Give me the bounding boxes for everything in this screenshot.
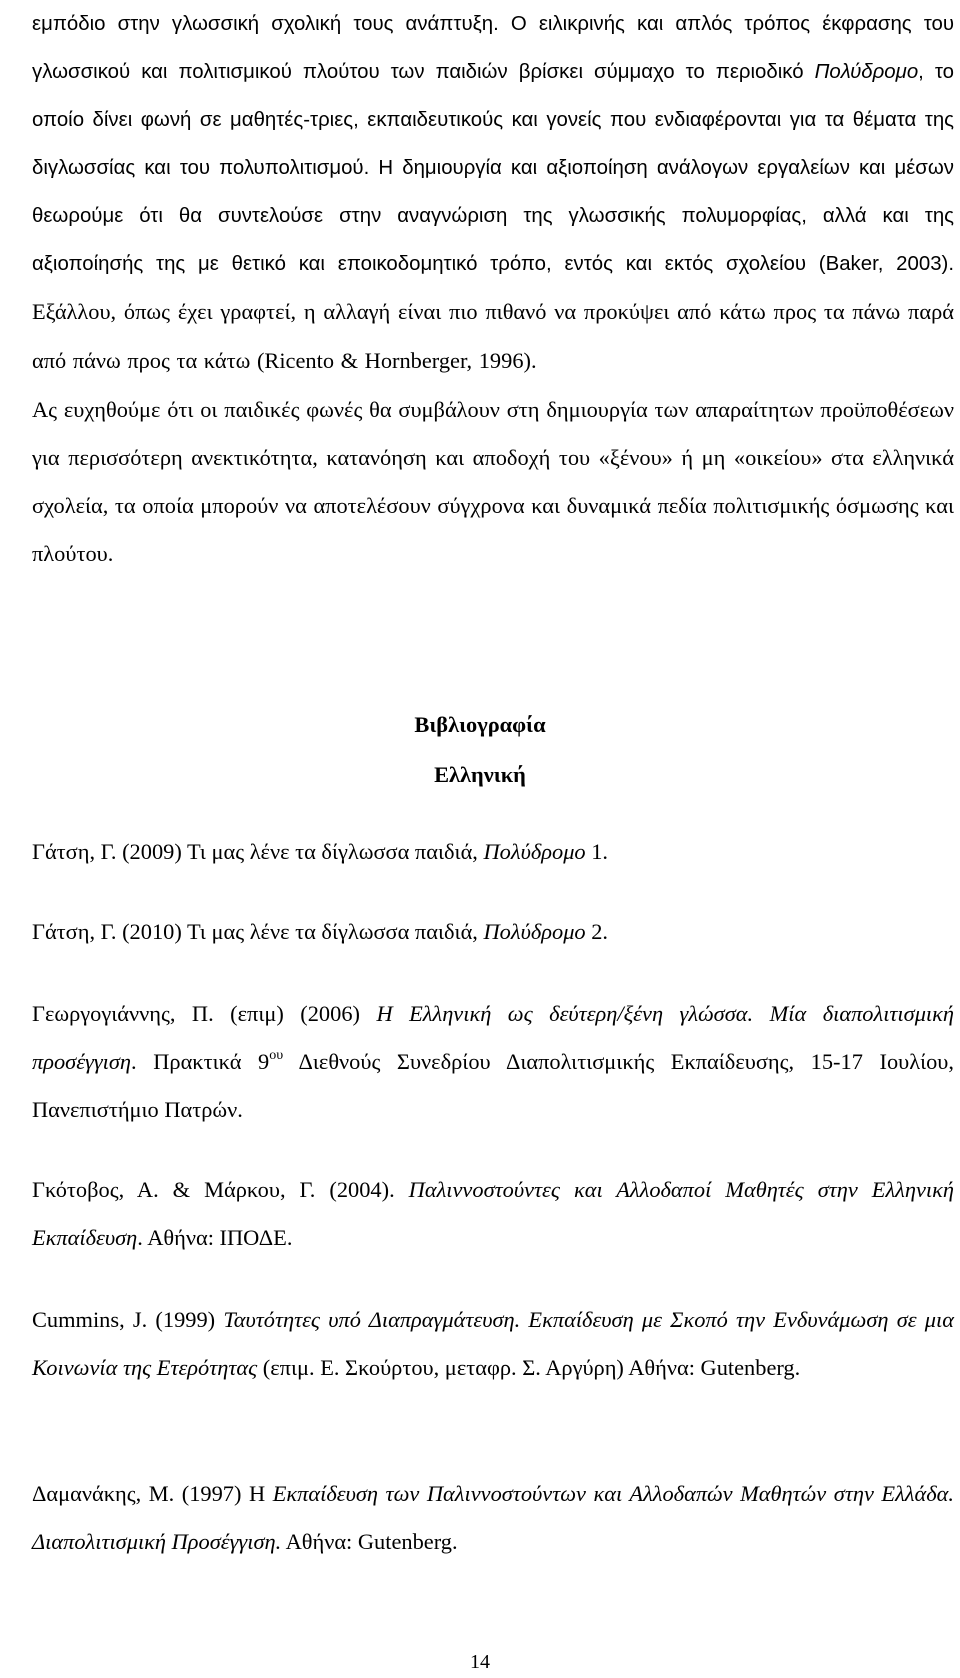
bibliography-heading: Βιβλιογραφία	[414, 712, 546, 737]
bibliography-entry	[32, 1470, 954, 1566]
entry-source-title: Ταυτότητες υπό Διαπραγμάτευση. Εκπαίδευση με Σκοπό την Ενδυνάμωση σε μια Κοινωνία της Ετερότητας	[32, 1307, 954, 1380]
entry-authors-year: Γάτση, Γ. (2009) Τι μας λένε τα δίγλωσσα παιδιά,	[32, 839, 484, 864]
bibliography-entry	[32, 990, 954, 1134]
bibliography-subheading-greek: Ελληνική	[434, 762, 526, 787]
entry-details: . Πρακτικά 9	[131, 1049, 270, 1074]
body-paragraph-1	[32, 0, 954, 386]
body-paragraph-1-text-b: , το οποίο δίνει φωνή σε μαθητές-τριες, εκπαιδευτικούς και γονείς που ενδιαφέρονται για τα θέματα της διγλωσσίας και του πολυπολιτισμού. Η δημιουργία και αξιοποίηση ανάλογων εργαλείων και μέσων θεωρούμε ότι θα συντελούσε στην αναγνώριση της γλωσσικής πολυμορφίας, αλλά και της αξιοποίησής της με θετικό και εποικοδομητικό τρόπο, εντός και εκτός σχολείου (Baker, 2003).	[32, 61, 954, 275]
page-number: 14	[470, 1651, 490, 1673]
bibliography-entry	[32, 828, 954, 876]
entry-details: (επιμ. Ε. Σκούρτου, μεταφρ. Σ. Αργύρη) Αθήνα: Gutenberg.	[257, 1355, 801, 1380]
entry-authors-year: Γεωργογιάννης, Π. (επιμ) (2006)	[32, 1001, 377, 1026]
entry-authors-year: Γάτση, Γ. (2010) Τι μας λένε τα δίγλωσσα παιδιά,	[32, 919, 484, 944]
ordinal-superscript: ου	[269, 1048, 284, 1063]
entry-source-title: Πολύδρομο	[483, 839, 586, 864]
entry-details: Αθήνα: Gutenberg.	[281, 1529, 458, 1554]
entry-source-title: Η Ελληνική ως δεύτερη/ξένη γλώσσα. Μία διαπολιτισμική προσέγγιση	[32, 1001, 955, 1074]
entry-details: . Αθήνα: ΙΠΟΔΕ.	[137, 1225, 293, 1250]
entry-authors-year: Δαμανάκης, Μ. (1997) Η	[32, 1481, 273, 1506]
entry-details: 1.	[585, 839, 609, 864]
journal-title-polydromo: Πολύδρομο	[814, 61, 919, 83]
entry-source-title: Εκπαίδευση των Παλιννοστούντων και Αλλοδαπών Μαθητών στην Ελλάδα. Διαπολιτισμική Προσέγγιση.	[32, 1481, 955, 1554]
body-paragraph-1-text-c: Εξάλλου, όπως έχει γραφτεί, η αλλαγή είναι πιο πιθανό να προκύψει από κάτω προς τα πάνω παρά από πάνω προς τα κάτω (Ricento & Hornberger, 1996).	[32, 299, 954, 373]
entry-source-title: Πολύδρομο	[483, 919, 586, 944]
bibliography-entry	[32, 908, 954, 956]
entry-authors-year: Γκότοβος, Α. & Μάρκου, Γ. (2004).	[32, 1177, 409, 1202]
bibliography-entry	[32, 1166, 954, 1262]
body-paragraph-1-text-a: εμπόδιο στην γλωσσική σχολική τους ανάπτυξη. Ο ειλικρινής και απλός τρόπος έκφρασης του γλωσσικού και πολιτισμικού πλούτου των παιδιών βρίσκει σύμμαχο το περιοδικό	[32, 13, 954, 83]
entry-source-title: Παλιννοστούντες και Αλλοδαποί Μαθητές στην Ελληνική Εκπαίδευση	[32, 1177, 954, 1250]
body-paragraph-2: Ας ευχηθούμε ότι οι παιδικές φωνές θα συμβάλουν στη δημιουργία των απαραίτητων προϋποθέσεων για περισσότερη ανεκτικότητα, κατανόηση και αποδοχή του «ξένου» ή μη «οικείου» στα ελληνικά σχολεία, τα οποία μπορούν να αποτελέσουν σύγχρονα και δυναμικά πεδία πολιτισμικής όσμωσης και πλούτου.	[32, 397, 954, 566]
bibliography-entry	[32, 1296, 954, 1392]
entry-details: Διεθνούς Συνεδρίου Διαπολιτισμικής Εκπαίδευσης, 15-17 Ιουλίου, Πανεπιστήμιο Πατρών.	[32, 1049, 954, 1122]
entry-details: 2.	[585, 919, 609, 944]
entry-authors-year: Cummins, J. (1999)	[32, 1307, 224, 1332]
